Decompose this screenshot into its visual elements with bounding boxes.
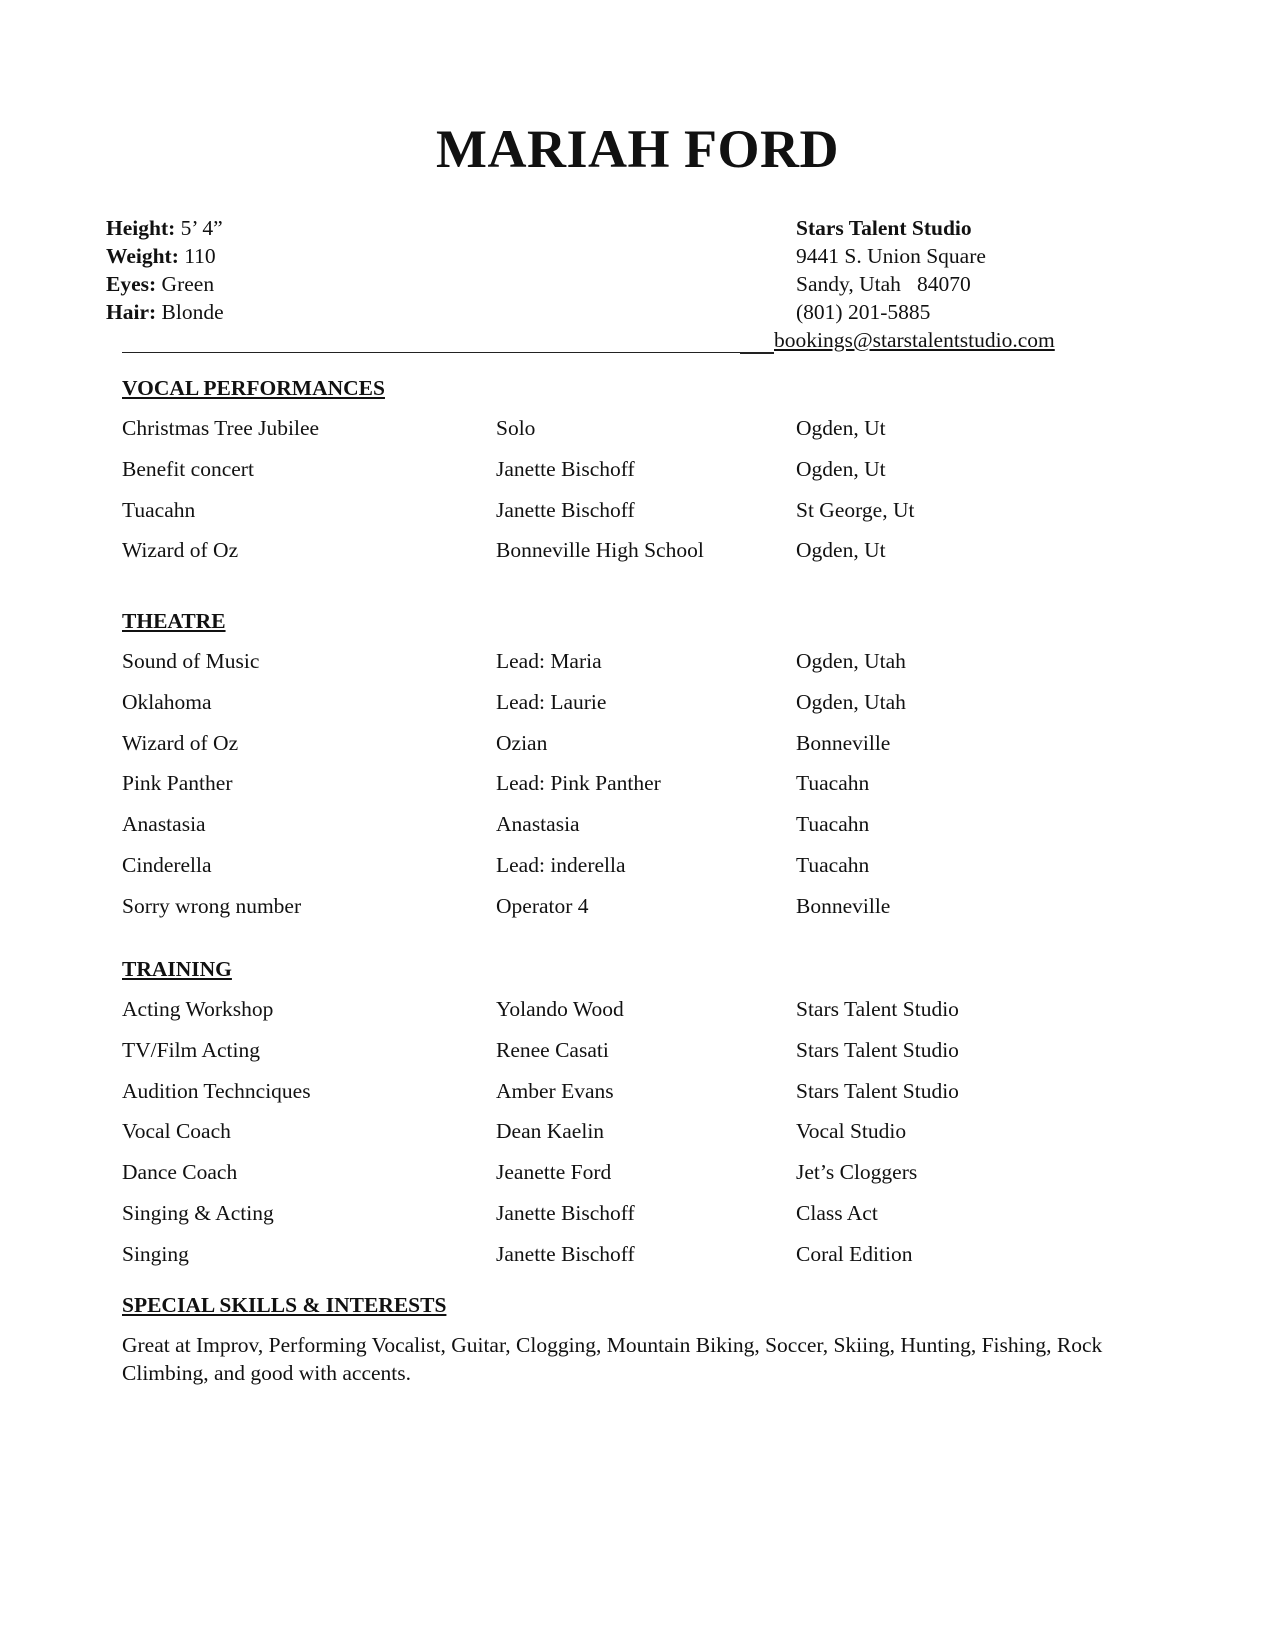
entry-title: Christmas Tree Jubilee — [122, 416, 320, 440]
section-heading: SPECIAL SKILLS & INTERESTS — [122, 1293, 447, 1317]
entry-location: Ogden, Utah — [796, 689, 906, 714]
entry-role: Bonneville High School — [496, 538, 704, 563]
resume-entry — [122, 496, 1182, 537]
entry-title: Acting Workshop — [122, 997, 274, 1021]
agency-city: Sandy, Utah 84070 — [796, 272, 971, 296]
entry-title: Singing — [122, 1241, 189, 1266]
resume-entry — [122, 1240, 1182, 1281]
agency-name: Stars Talent Studio — [796, 216, 972, 240]
entry-role: Lead: Pink Panther — [496, 771, 661, 796]
resume-entry — [122, 647, 1182, 688]
entry-title: Vocal Coach — [122, 1119, 231, 1144]
entry-location: Jet’s Cloggers — [796, 1160, 918, 1185]
resume-entry — [122, 1158, 1182, 1199]
agency-phone: (801) 201-5885 — [796, 300, 931, 324]
section-special-skills — [122, 1291, 1182, 1387]
stat-weight — [106, 242, 224, 270]
section-vocal-performances — [122, 374, 1182, 577]
entry-role: Jeanette Ford — [496, 1160, 612, 1185]
entry-role: Janette Bischoff — [496, 456, 635, 481]
resume-entry — [122, 995, 1182, 1036]
entry-role: Lead: inderella — [496, 852, 626, 877]
entry-location: Tuacahn — [796, 771, 870, 796]
resume-entry — [122, 810, 1182, 851]
entry-title: Sound of Music — [122, 649, 260, 673]
entry-title: Pink Panther — [122, 771, 233, 796]
entry-role: Yolando Wood — [496, 997, 624, 1021]
stat-label: Height: — [106, 216, 176, 240]
resume-entry — [122, 1199, 1182, 1240]
stat-eyes — [106, 270, 224, 298]
vocal-rows — [122, 414, 1182, 577]
entry-location: Class Act — [796, 1200, 878, 1225]
entry-title: TV/Film Acting — [122, 1037, 260, 1062]
stat-hair — [106, 298, 224, 326]
entry-title: Wizard of Oz — [122, 730, 239, 755]
entry-role: Amber Evans — [496, 1078, 614, 1103]
entry-title: Wizard of Oz — [122, 538, 239, 563]
stat-label: Eyes: — [106, 272, 157, 296]
stat-value: 110 — [184, 244, 216, 268]
entry-location: Ogden, Ut — [796, 456, 886, 481]
resume-entry — [122, 455, 1182, 496]
entry-role: Lead: Laurie — [496, 689, 607, 714]
header-divider — [122, 352, 774, 353]
section-heading: THEATRE — [122, 609, 226, 633]
entry-location: Tuacahn — [796, 852, 870, 877]
entry-title: Singing & Acting — [122, 1200, 274, 1225]
header-divider-accent — [740, 352, 774, 354]
entry-title: Cinderella — [122, 852, 212, 877]
entry-location: Tuacahn — [796, 812, 870, 837]
stat-value: Blonde — [161, 300, 224, 324]
entry-role: Janette Bischoff — [496, 497, 635, 522]
stat-height — [106, 214, 224, 242]
section-training — [122, 955, 1182, 1281]
entry-title: Benefit concert — [122, 456, 254, 481]
agency-email-link[interactable]: bookings@starstalentstudio.com — [774, 328, 1055, 352]
stat-value: Green — [161, 272, 215, 296]
entry-role: Janette Bischoff — [496, 1241, 635, 1266]
agency-contact — [796, 214, 986, 326]
resume-entry — [122, 769, 1182, 810]
skills-text: Great at Improv, Performing Vocalist, Guitar, Clogging, Mountain Biking, Soccer, Skiing, Hunting, Fishing, Rock Climbing, and good with accents. — [122, 1333, 1103, 1385]
stat-value: 5’ 4” — [180, 216, 223, 240]
entry-title: Tuacahn — [122, 497, 196, 522]
entry-role: Lead: Maria — [496, 649, 602, 673]
entry-location: Ogden, Ut — [796, 416, 886, 440]
resume-entry — [122, 536, 1182, 577]
physical-stats — [106, 214, 224, 326]
resume-entry — [122, 688, 1182, 729]
section-theatre — [122, 607, 1182, 933]
entry-location: Ogden, Utah — [796, 649, 906, 673]
entry-location: Stars Talent Studio — [796, 1078, 959, 1103]
entry-role: Dean Kaelin — [496, 1119, 605, 1144]
agency-address: 9441 S. Union Square — [796, 244, 986, 268]
entry-title: Sorry wrong number — [122, 893, 302, 918]
entry-title: Audition Technciques — [122, 1078, 311, 1103]
entry-role: Operator 4 — [496, 893, 589, 918]
entry-role: Anastasia — [496, 812, 580, 837]
entry-title: Dance Coach — [122, 1160, 238, 1185]
section-heading: TRAINING — [122, 957, 232, 981]
entry-title: Anastasia — [122, 812, 206, 837]
entry-location: Bonneville — [796, 893, 891, 918]
stat-label: Hair: — [106, 300, 157, 324]
resume-entry — [122, 892, 1182, 933]
resume-entry — [122, 1036, 1182, 1077]
entry-role: Ozian — [496, 730, 548, 755]
entry-location: St George, Ut — [796, 497, 915, 522]
training-rows — [122, 995, 1182, 1281]
entry-role: Renee Casati — [496, 1037, 609, 1062]
theatre-rows — [122, 647, 1182, 933]
entry-location: Stars Talent Studio — [796, 997, 959, 1021]
resume-entry — [122, 729, 1182, 770]
stat-label: Weight: — [106, 244, 179, 268]
resume-entry — [122, 1117, 1182, 1158]
resume-entry — [122, 414, 1182, 455]
entry-location: Bonneville — [796, 730, 891, 755]
entry-title: Oklahoma — [122, 689, 212, 714]
resume-entry — [122, 1077, 1182, 1118]
entry-role: Janette Bischoff — [496, 1200, 635, 1225]
page-title: MARIAH FORD — [436, 119, 839, 179]
entry-location: Vocal Studio — [796, 1119, 907, 1144]
entry-location: Coral Edition — [796, 1241, 913, 1266]
entry-location: Stars Talent Studio — [796, 1037, 959, 1062]
section-heading: VOCAL PERFORMANCES — [122, 376, 385, 400]
resume-entry — [122, 851, 1182, 892]
entry-role: Solo — [496, 416, 536, 440]
entry-location: Ogden, Ut — [796, 538, 886, 563]
